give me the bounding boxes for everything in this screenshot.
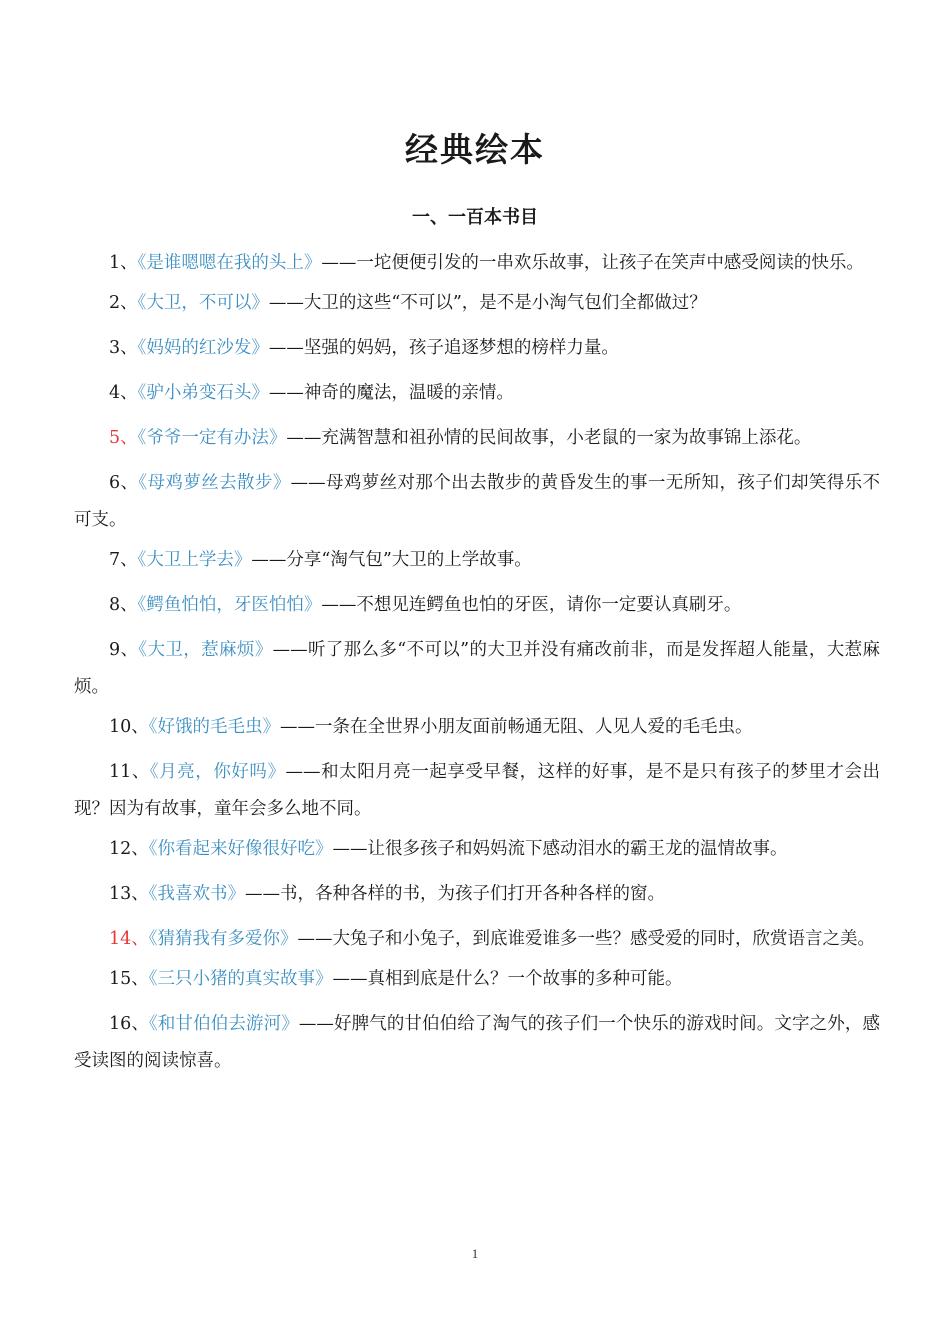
book-title-close-bracket: 》 bbox=[281, 1014, 299, 1034]
list-item bbox=[74, 375, 880, 412]
book-title: 三只小猪的真实故事 bbox=[157, 969, 316, 989]
book-title-open-bracket: 《 bbox=[148, 884, 158, 904]
book-title: 驴小弟变石头 bbox=[146, 383, 252, 403]
book-description: ——和太阳月亮一起享受早餐，这样的好事，是不是只有孩子的梦里才会出现？因为有故事，童年会多么地不同。 bbox=[74, 762, 881, 819]
book-title-open-bracket: 《 bbox=[137, 383, 147, 403]
book-title-open-bracket: 《 bbox=[137, 253, 147, 273]
item-number: 15、 bbox=[109, 969, 149, 989]
book-title-open-bracket: 《 bbox=[137, 338, 147, 358]
book-title: 月亮，你好吗 bbox=[159, 762, 268, 782]
book-title-close-bracket: 》 bbox=[262, 717, 281, 737]
book-title-open-bracket: 《 bbox=[137, 550, 147, 570]
item-number: 4、 bbox=[109, 383, 138, 403]
book-title-open-bracket: 《 bbox=[138, 640, 148, 660]
list-item bbox=[74, 632, 880, 706]
book-description: ——一条在全世界小朋友面前畅通无阻、人见人爱的毛毛虫。 bbox=[280, 717, 753, 737]
item-number: 13、 bbox=[109, 884, 149, 904]
book-description: ——大兔子和小兔子，到底谁爱谁多一些？感受爱的同时，欣赏语言之美。 bbox=[297, 929, 876, 949]
book-title-close-bracket: 》 bbox=[233, 550, 252, 570]
list-item bbox=[74, 876, 880, 913]
item-number-highlighted: 14、 bbox=[109, 929, 149, 949]
item-number: 16、 bbox=[109, 1014, 150, 1034]
item-number: 9、 bbox=[109, 640, 139, 660]
book-title-close-bracket: 》 bbox=[251, 293, 269, 313]
list-item bbox=[74, 754, 880, 828]
book-title: 母鸡萝丝去散步 bbox=[147, 473, 273, 493]
book-title: 大卫，不可以 bbox=[146, 293, 252, 313]
book-description: ——神奇的魔法，温暖的亲情。 bbox=[268, 383, 514, 403]
book-description: ——听了那么多“不可以”的大卫并没有痛改前非，而是发挥超人能量，大惹麻烦。 bbox=[74, 640, 881, 697]
book-title: 你看起来好像很好吃 bbox=[157, 839, 316, 859]
book-title-open-bracket: 《 bbox=[137, 595, 147, 615]
book-title: 大卫上学去 bbox=[146, 550, 234, 570]
document-title: 经典绘本 bbox=[405, 130, 545, 169]
list-item bbox=[74, 542, 880, 579]
book-description: ——书，各种各样的书，为孩子们打开各种各样的窗。 bbox=[245, 884, 666, 904]
item-number: 2、 bbox=[109, 293, 138, 313]
book-title: 鳄鱼怕怕，牙医怕怕 bbox=[146, 595, 304, 615]
item-number: 7、 bbox=[109, 550, 138, 570]
item-number: 10、 bbox=[109, 717, 149, 737]
list-item bbox=[74, 465, 880, 539]
book-title: 大卫，惹麻烦 bbox=[147, 640, 255, 660]
book-description: ——母鸡萝丝对那个出去散步的黄昏发生的事一无所知，孩子们却笑得乐不可支。 bbox=[74, 473, 881, 530]
book-title-close-bracket: 》 bbox=[268, 428, 287, 448]
book-title: 猜猜我有多爱你 bbox=[157, 929, 281, 949]
book-title-close-bracket: 》 bbox=[251, 338, 269, 358]
book-title-close-bracket: 》 bbox=[272, 473, 291, 493]
book-description: ——不想见连鳄鱼也怕的牙医，请你一定要认真刷牙。 bbox=[321, 595, 742, 615]
book-title: 好饿的毛毛虫 bbox=[157, 717, 263, 737]
book-title-close-bracket: 》 bbox=[280, 929, 298, 949]
book-title-close-bracket: 》 bbox=[315, 839, 333, 859]
list-item bbox=[74, 285, 880, 322]
book-title: 我喜欢书 bbox=[157, 884, 228, 904]
list-item bbox=[74, 420, 880, 457]
book-description: ——坚强的妈妈，孩子追逐梦想的榜样力量。 bbox=[268, 338, 619, 358]
item-number: 6、 bbox=[109, 473, 139, 493]
book-title: 爷爷一定有办法 bbox=[146, 428, 269, 448]
book-description: ——真相到底是什么？一个故事的多种可能。 bbox=[332, 969, 683, 989]
book-title-close-bracket: 》 bbox=[254, 640, 273, 660]
book-list bbox=[74, 245, 880, 1083]
page-number: 1 bbox=[471, 1246, 479, 1261]
book-title-close-bracket: 》 bbox=[227, 884, 246, 904]
book-title: 是谁嗯嗯在我的头上 bbox=[146, 253, 304, 273]
list-item bbox=[74, 245, 880, 282]
book-description: ——让很多孩子和妈妈流下感动泪水的霸王龙的温情故事。 bbox=[332, 839, 788, 859]
book-title-open-bracket: 《 bbox=[148, 839, 158, 859]
section-heading: 一、一百本书目 bbox=[412, 207, 538, 228]
book-title-close-bracket: 》 bbox=[267, 762, 286, 782]
book-title: 妈妈的红沙发 bbox=[146, 338, 252, 358]
book-description: ——大卫的这些“不可以”，是不是小淘气包们全都做过？ bbox=[268, 293, 707, 313]
item-number: 12、 bbox=[109, 839, 149, 859]
book-title-open-bracket: 《 bbox=[148, 717, 158, 737]
list-item bbox=[74, 1006, 880, 1080]
list-item bbox=[74, 831, 880, 868]
item-number-highlighted: 5、 bbox=[109, 428, 138, 448]
book-title-close-bracket: 》 bbox=[303, 253, 322, 273]
book-title-close-bracket: 》 bbox=[315, 969, 333, 989]
item-number: 3、 bbox=[109, 338, 138, 358]
book-description: ——好脾气的甘伯伯给了淘气的孩子们一个快乐的游戏时间。文字之外，感受读图的阅读惊喜。 bbox=[74, 1014, 881, 1071]
book-title-open-bracket: 《 bbox=[148, 969, 158, 989]
book-title: 和甘伯伯去游河 bbox=[157, 1014, 282, 1034]
book-description: ——一坨便便引发的一串欢乐故事，让孩子在笑声中感受阅读的快乐。 bbox=[321, 253, 864, 273]
book-title-open-bracket: 《 bbox=[138, 473, 148, 493]
book-title-close-bracket: 》 bbox=[251, 383, 269, 403]
list-item bbox=[74, 709, 880, 746]
item-number: 11、 bbox=[109, 762, 150, 782]
book-title-close-bracket: 》 bbox=[303, 595, 322, 615]
book-description: ——充满智慧和祖孙情的民间故事，小老鼠的一家为故事锦上添花。 bbox=[286, 428, 812, 448]
item-number: 1、 bbox=[109, 253, 138, 273]
list-item bbox=[74, 961, 880, 998]
book-title-open-bracket: 《 bbox=[149, 762, 160, 782]
list-item bbox=[74, 921, 880, 958]
item-number: 8、 bbox=[109, 595, 138, 615]
book-title-open-bracket: 《 bbox=[137, 293, 147, 313]
book-title-open-bracket: 《 bbox=[137, 428, 147, 448]
book-title-open-bracket: 《 bbox=[148, 929, 158, 949]
book-description: ——分享“淘气包”大卫的上学故事。 bbox=[251, 550, 532, 570]
list-item bbox=[74, 587, 880, 624]
list-item bbox=[74, 330, 880, 367]
book-title-open-bracket: 《 bbox=[149, 1014, 158, 1034]
